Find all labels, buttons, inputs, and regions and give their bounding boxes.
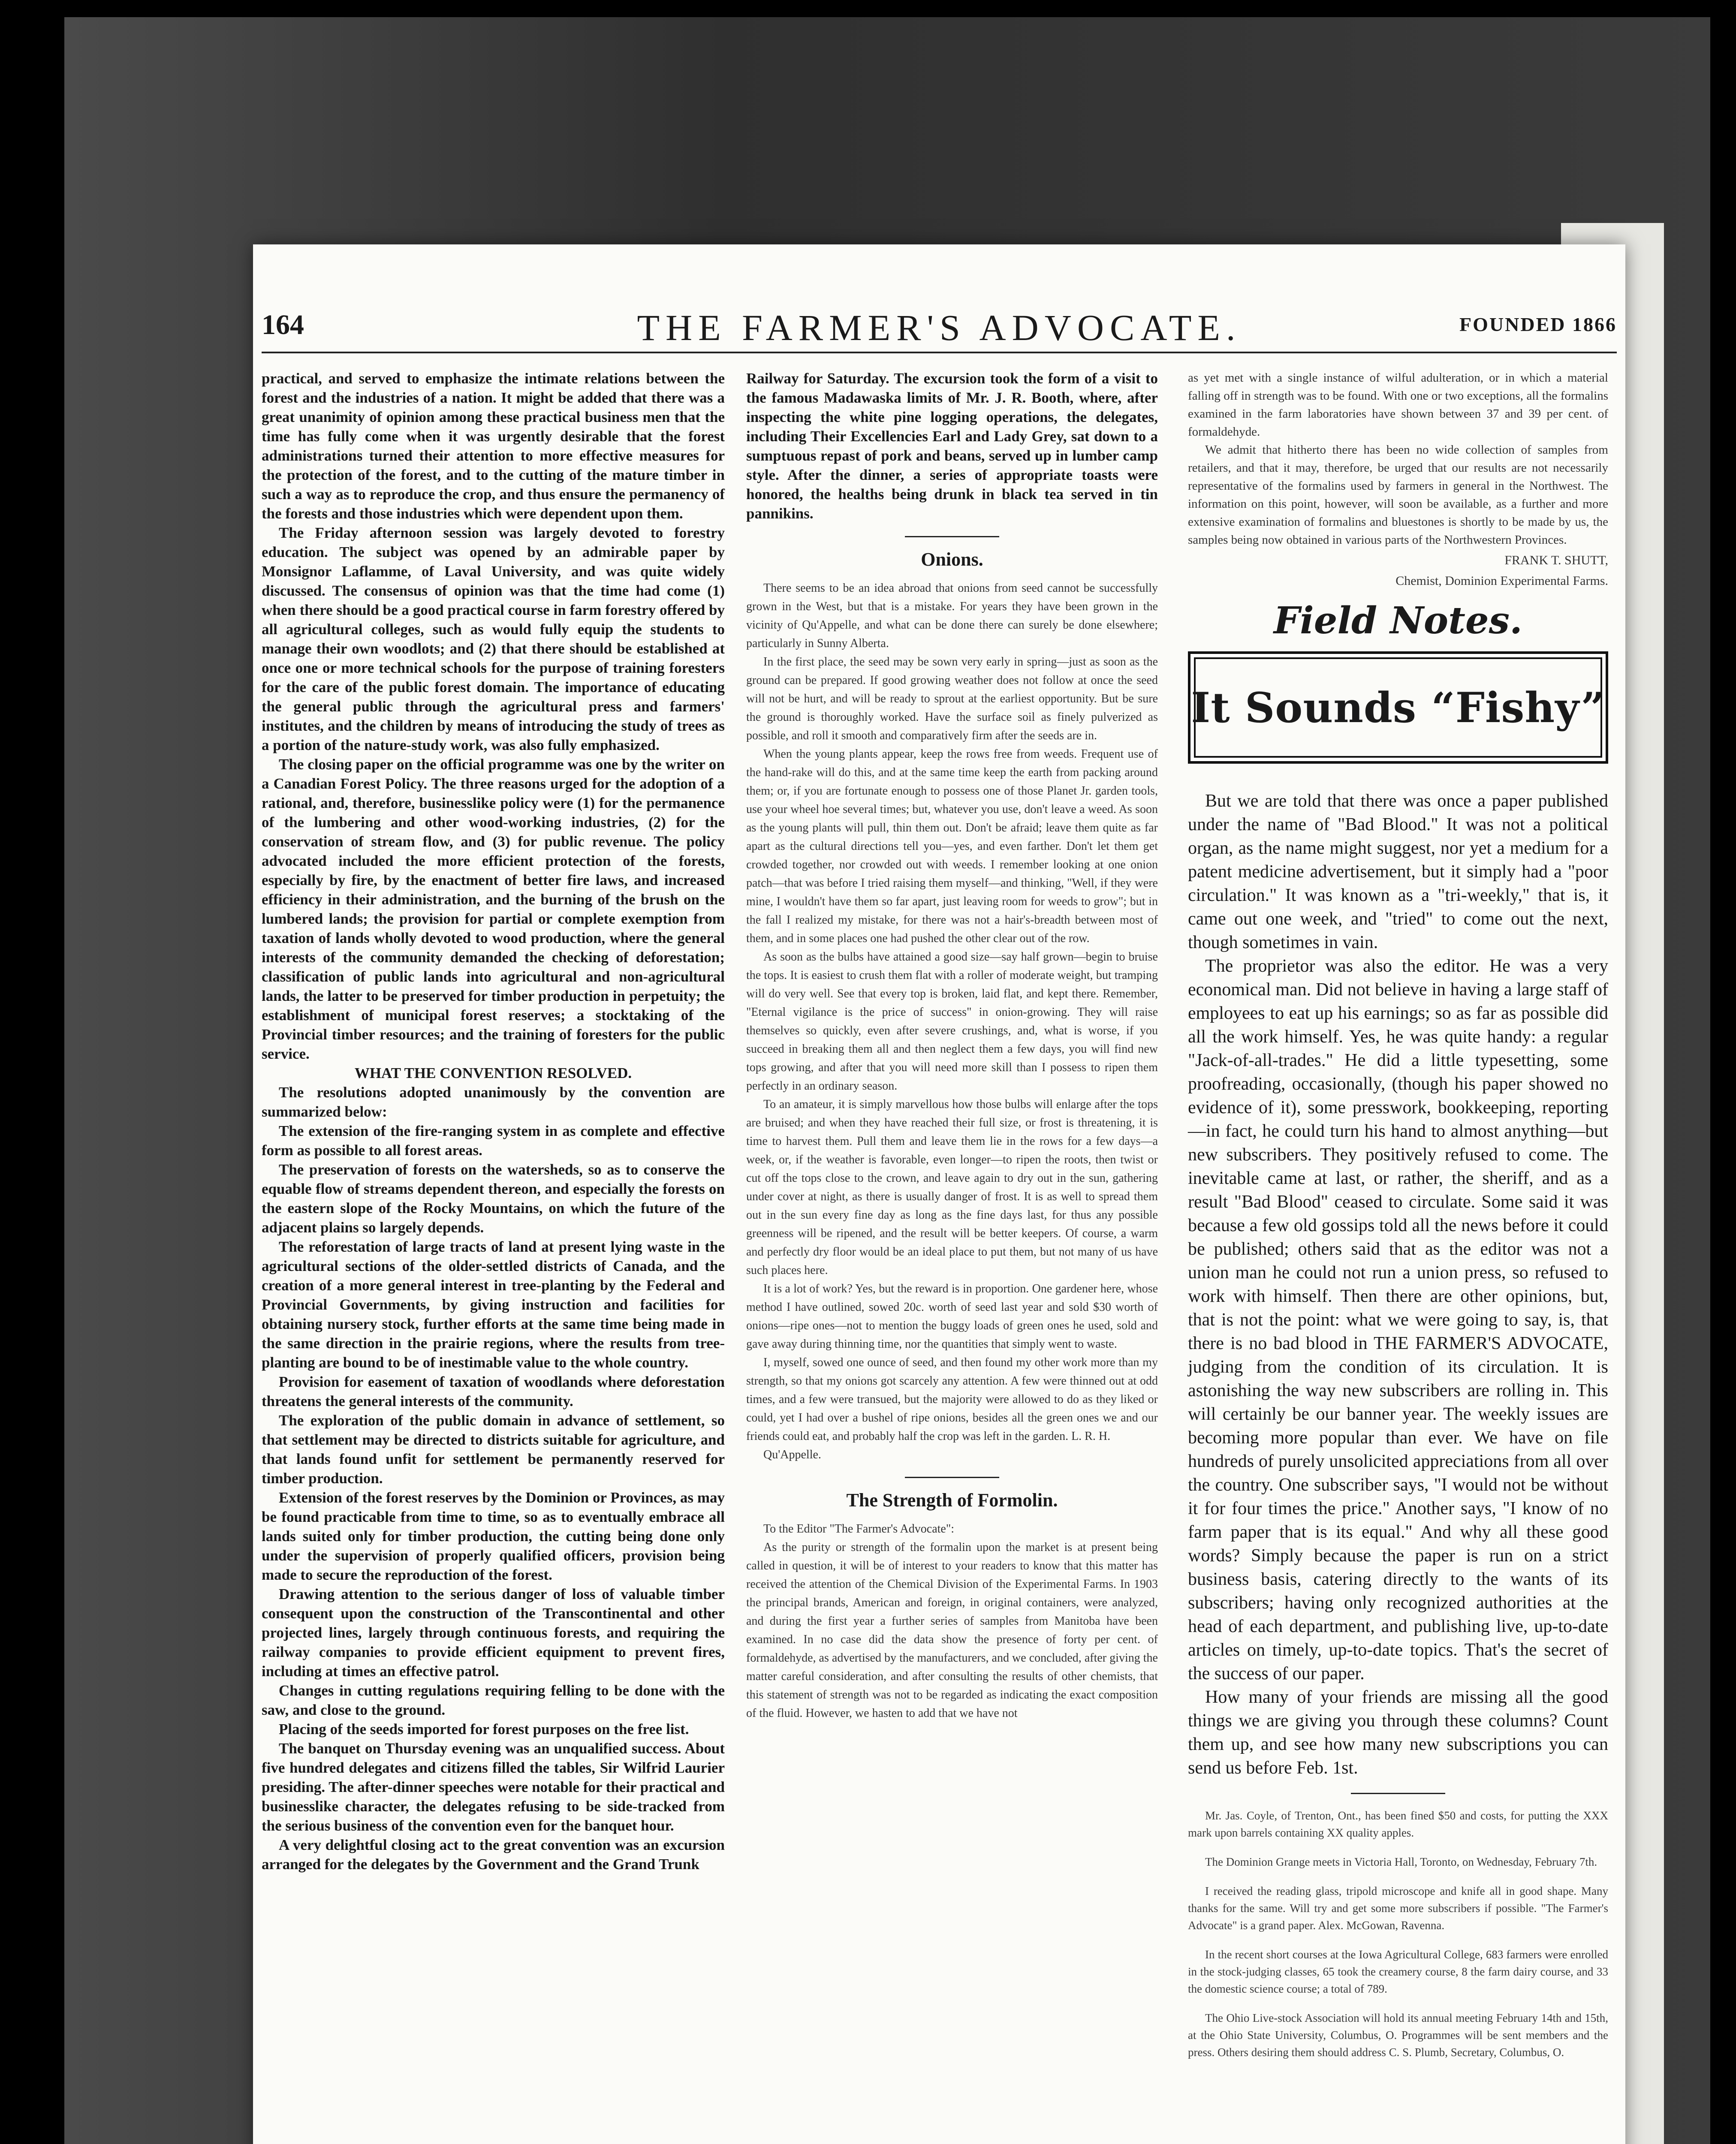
note-item: In the recent short courses at the Iowa Agricultural College, 683 farmers were enrolled in the stock-judging classes, 65 took the creamery course, 8 the farm dairy course, and 33 the domestic science course; a total of 789. [1188,1948,1608,1995]
section-heading-onions: Onions. [921,549,983,570]
signature-name: FRANK T. SHUTT, [1504,553,1608,567]
short-notes [1188,1807,1608,2061]
note-item: The Dominion Grange meets in Victoria Hall, Toronto, on Wednesday, February 7th. [1205,1855,1597,1868]
film-border-right [1710,0,1736,2144]
fishy-article [1188,789,1608,1780]
page-number: 164 [262,309,304,340]
divider [905,536,999,537]
paragraph: The Friday afternoon session was largely devoted to forestry education. The subject was opened by an admirable paper by Monsignor Laflamme, of Laval University, and was quite widely discussed. The consensus of opinion was that the time had come (1) when there should be a good practical course in farm forestry offered by all agricultural colleges, such as would fully equip the students to manage their own woodlots; and (2) that there should be established at once one or more technical schools for the purpose of training foresters for the care of the public forest domain. The importance of educating the general public through the agricultural press and farmers' institutes, and the children by means of introducing the study of trees as a portion of the nature-study work, was also fully emphasized. [262,524,725,753]
paragraph: Qu'Appelle. [763,1448,821,1461]
field-notes-heading: Field Notes. [1274,599,1522,642]
newspaper-page [253,244,1625,2144]
section-heading-formolin: The Strength of Formolin. [846,1490,1058,1511]
paragraph: A very delightful closing act to the great convention was an excursion arranged for the delegates by the Government and the Grand Trunk [262,1837,725,1873]
paragraph: In the first place, the seed may be sown very early in spring—just as soon as the ground can be prepared. If good growing weather does not follow at once the seed will not be hurt, and will be ready to sprout at the earliest opportunity. But be sure the ground is thoroughly worked. Have the surface soil as finely pulverized as possible, and roll it smooth and comparatively firm after the seeds are in. [746,655,1158,742]
paragraph: The reforestation of large tracts of land at present lying waste in the agricultural sections of the older-settled districts of Canada, and the creation of a more general interest in tree-planting by the Federal and Provincial Governments, by giving instruction and facilities for obtaining nursery stock, further efforts at the same time being made in the same direction in the prairie regions, where the results from tree-planting are bound to be of inestimable value to the whole country. [262,1238,725,1371]
note-item: Mr. Jas. Coyle, of Trenton, Ont., has been fined $50 and costs, for putting the XXX mark upon barrels containing XX quality apples. [1188,1809,1608,1839]
paragraph: We admit that hitherto there has been no wide collection of samples from retailers, and that it may, therefore, be urged that our results are not necessarily representative of the formalins used by farmers in general in the Northwest. The information on this point, however, will soon be available, as a further and more extensive examination of formalins and bluestones is shortly to be made by us, the samples being now obtained in various parts of the Northwestern Provinces. [1188,443,1608,547]
page-header [262,300,1617,353]
paragraph: The preservation of forests on the watersheds, so as to conserve the equable flow of streams dependent thereon, and especially the forests on the eastern slope of the Rocky Mountains, on which the future of the adjacent plains so largely depends. [262,1161,725,1236]
divider [1351,1793,1445,1794]
fishy-title: It Sounds “Fishy” [1191,683,1605,732]
paragraph: There seems to be an idea abroad that onions from seed cannot be successfully grown in the West, but that is a mistake. For years they have been grown in the vicinity of Qu'Appelle, and what can be done there can surely be done elsewhere; particularly in Sunny Alberta. [746,581,1158,650]
formolin-article [746,1520,1158,1722]
formolin-continued [1188,369,1608,590]
paragraph: As soon as the bulbs have attained a good size—say half grown—begin to bruise the tops. It is easiest to crush them flat with a roller of moderate weight, but tramping will do very well. See that every top is broken, laid flat, and kept there. Remember, "Eternal vigilance is the price of success" in onion-growing. They will raise themselves so quickly, even after severe crushings, and, what is worse, if you succeed in breaking them all and then neglect them a few days, you will find new tops growing, and after that you will need more skill than I possess to ripen them perfectly in an ordinary season. [746,950,1158,1093]
section-heading-convention: WHAT THE CONVENTION RESOLVED. [354,1065,632,1081]
divider [905,1477,999,1478]
column-2 [746,369,1158,1722]
paragraph: How many of your friends are missing all the good things we are giving you through these columns? Count them up, and see how many new subscriptions you can send us before Feb. 1st. [1188,1687,1608,1778]
paragraph: The exploration of the public domain in advance of settlement, so that settlement may be directed to districts suitable for agriculture, and that lands found unfit for settlement be permanently reserved for timber production. [262,1412,725,1487]
paragraph: Placing of the seeds imported for forest purposes on the free list. [279,1721,689,1737]
paragraph: To the Editor "The Farmer's Advocate": [763,1522,955,1536]
note-item: I received the reading glass, tripold microscope and knife all in good shape. Many thanks for the same. Will try and get some more subscribers if possible. "The Farmer's Advocate" is a grand paper. Alex. McGowan, Ravenna. [1188,1885,1608,1932]
paragraph: practical, and served to emphasize the intimate relations between the forest and the industries of a nation. It might be added that there was a great unanimity of opinion among these practical business men that the time has fully come when it was urgently desirable that the forest administrations turned their attention to more effective measures for the protection of the forest, and to the cutting of the mature timber in such a way as to reproduce the crop, and thus ensure the permanency of the forests and those industries which were dependent upon them. [262,370,725,522]
paragraph: It is a lot of work? Yes, but the reward is in proportion. One gardener here, whose method I have outlined, sowed 20c. worth of seed last year and sold $30 worth of onions—ripe ones—not to mention the buggy loads of green ones he used, sold and gave away during thinning time, nor the quantities that simply went to waste. [746,1282,1158,1351]
note-item: The Ohio Live-stock Association will hold its annual meeting February 14th and 15th, at the Ohio State University, Columbus, O. Programmes will be sent members and the press. Others desiring them should address C. S. Plumb, Secretary, Columbus, O. [1188,2012,1608,2059]
paragraph: As the purity or strength of the formalin upon the market is at present being called in question, it will be of interest to your readers to know that this matter has received the attention of the Chemical Division of the Experimental Farms. In 1903 the principal brands, American and foreign, in original containers, were analyzed, and during the first year a further series of samples from Manitoba have been examined. In no case did the data show the presence of forty per cent. of formaldehyde, as advertised by the manufacturers, and we concluded, after giving the matter careful consideration, and after consulting the results of other chemists, that this statement of strength was not to be regarded as indicating the exact composition of the fluid. However, we hasten to add that we have not [746,1541,1158,1720]
paragraph: The extension of the fire-ranging system in as complete and effective form as possible to all forest areas. [262,1123,725,1159]
founded-label: FOUNDED 1866 [1459,313,1617,335]
paragraph: Changes in cutting regulations requiring felling to be done with the saw, and close to the ground. [262,1682,725,1718]
paragraph: But we are told that there was once a paper published under the name of "Bad Blood." It was not a political organ, as the name might suggest, nor yet a medium for a patent medicine advertisement, but it simply had a "poor circulation." It was known as a "tri-weekly," that is, it came out one week, and "tried" to come out the next, though sometimes in vain. [1188,791,1608,952]
column-3 [1188,369,1608,2073]
paragraph: To an amateur, it is simply marvellous how those bulbs will enlarge after the tops are bruised; and when they have reached their full size, or frost is threatening, it is time to harvest them. Pull them and leave them lie in the rows for a few days—a week, or, if the weather is favorable, even longer—to ripen the roots, then twist or cut off the tops close to the crown, and leave again to dry out in the sun, gathering under cover at night, as there is usually danger of frost. It is as well to spread them out in the sun every fine day as long as the fine days last, for thus any possible greenness will be ripened, and the result will be better keepers. Of course, a warm and perfectly dry floor would be an ideal place to put them, but not many of us have such places here. [746,1098,1158,1277]
film-border-left [0,0,64,2144]
column-1 [262,369,725,1874]
paragraph: Railway for Saturday. The excursion took the form of a visit to the famous Madawaska limits of Mr. J. R. Booth, where, after inspecting the white pine logging operations, the delegates, including Their Excellencies Earl and Lady Grey, sat down to a sumptuous repast of pork and beans, served up in lumber camp style. After the dinner, a series of appropriate toasts were honored, the healths being drunk in black tea served in tin pannikins. [746,370,1158,522]
paragraph: Extension of the forest reserves by the Dominion or Provinces, as may be found practicable from time to time, so as to eventually embrace all lands suited only for timber production, the cutting being done only under the supervision of properly qualified officers, provision being made to secure the reproduction of the forest. [262,1489,725,1583]
paragraph: The resolutions adopted unanimously by the convention are summarized below: [262,1084,725,1120]
paragraph: The proprietor was also the editor. He was a very economical man. Did not believe in having a large staff of employees to eat up his earnings; so as far as possible did all the work himself. Yes, he was quite handy: a regular "Jack-of-all-trades." He did a little typesetting, some proofreading, occasionally, (though his paper showed no evidence of it), some presswork, bookkeeping, reporting—in fact, he could turn his hand to almost anything—but new subscribers. They positively refused to come. The inevitable came at last, or rather, the sheriff, and as a result "Bad Blood" ceased to circulate. Some said it was because a few old gossips told all the news before it could be published; others said that as the editor was not a union man he could not run a union press, so refused to work with himself. Then there are other opinions, but, that is not the point: what we were going to say, is, that there is no bad blood in THE FARMER'S ADVOCATE, judging from the condition of its circulation. It is astonishing the way new subscribers are rolling in. This will certainly be our banner year. The weekly issues are becoming more popular than ever. We have on file hundreds of purely unsolicited appreciations from all over the country. One subscriber says, "I would not be without it for four times the price." Another says, "I know of no farm paper that is its equal." And why all these good words? Simply because the paper is run on a strict business basis, catering directly to the wants of its subscribers; having only recognized authorities at the head of each department, and publishing live, up-to-date articles on timely, up-to-date topics. That's the secret of the success of our paper. [1188,956,1608,1683]
paragraph: Provision for easement of taxation of woodlands where deforestation threatens the general interests of the community. [262,1373,725,1409]
fishy-title-box [1188,651,1608,764]
paragraph: When the young plants appear, keep the rows free from weeds. Frequent use of the hand-rake will do this, and at the same time keep the earth from packing around them; or, if you are fortunate enough to possess one of those Planet Jr. garden tools, use your wheel hoe several times; but, whatever you use, don't leave a weed. As soon as the young plants will pull, thin them out. Don't be afraid; leave them quite as far apart as the cultural directions tell you—yes, and even farther. Don't let them get crowded together, nor crowded out with weeds. I remember looking at one onion patch—that was before I tried raising them myself—and thinking, "Well, if they were mine, I wouldn't have them so far apart, just leaving room for weeds to grow"; but in the fall I realized my mistake, for there was not a hair's-breadth between most of them, and in some places one had pushed the other clear out of the row. [746,747,1158,945]
masthead-title: THE FARMER'S ADVOCATE. [637,307,1242,348]
paragraph: The banquet on Thursday evening was an unqualified success. About five hundred delegates and citizens filled the tables, Sir Wilfrid Laurier presiding. The after-dinner speeches were notable for their practical and businesslike character, the delegates refusing to be side-tracked from the serious business of the convention even for the banquet hour. [262,1740,725,1834]
onions-article [746,579,1158,1464]
paragraph: I, myself, sowed one ounce of seed, and then found my other work more than my strength, so that my onions got scarcely any attention. A few were thinned out at odd times, and a few were transued, but the majority were allowed to do as they liked or could, yet I had over a bushel of ripe onions, besides all the green ones we and our friends could eat, and probably half the crop was left in the garden. L. R. H. [746,1356,1158,1443]
film-border-top [0,0,1736,17]
signature-title: Chemist, Dominion Experimental Farms. [1395,574,1608,588]
paragraph: as yet met with a single instance of wilful adulteration, or in which a material falling off in strength was to be found. With one or two exceptions, all the formalins examined in the farm laboratories have shown between 37 and 39 per cent. of formaldehyde. [1188,371,1608,439]
paragraph: The closing paper on the official programme was one by the writer on a Canadian Forest Policy. The three reasons urged for the adoption of a rational, and, therefore, businesslike policy were (1) for the permanence of the lumbering and other wood-working industries, (2) for the conservation of stream flow, and (3) for public revenue. The policy advocated included the more efficient protection of the forests, especially by fire, by the enactment of better fire laws, and increased efficiency in their administration, and the burning of the brush on the lumbered lands; the provision for partial or complete exemption from taxation of lands wholly devoted to wood production, where the general interests of the community demanded the checking of deforestation; classification of public lands into agricultural and non-agricultural lands, the latter to be preserved for timber production in perpetuity; the establishment of municipal forest reserves; a stocktaking of the Provincial timber resources; and the training of foresters for the public service. [262,756,725,1062]
paragraph: Drawing attention to the serious danger of loss of valuable timber consequent upon the construction of the Transcontinental and other projected lines, largely through continuous forests, and requiring the railway companies to provide efficient equipment to prevent fires, including at times an effective patrol. [262,1586,725,1680]
